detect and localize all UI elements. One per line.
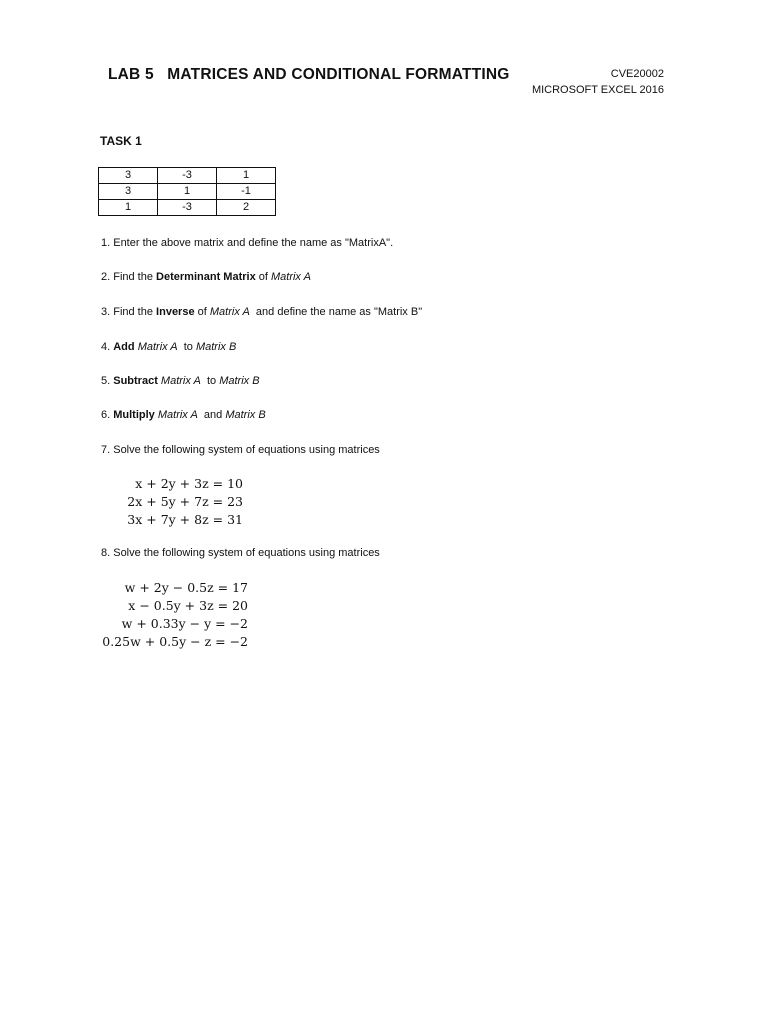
equation-line: 2x + 5y + 7z = 23: [127, 494, 243, 509]
instruction-3: 3. Find the Inverse of Matrix A and define the name as "Matrix B": [101, 306, 423, 318]
matrix-row: [99, 184, 276, 200]
instruction-8: 8. Solve the following system of equations using matrices: [101, 547, 380, 559]
course-code: CVE20002: [610, 68, 664, 80]
matrix-row: [99, 168, 276, 184]
instruction-7: 7. Solve the following system of equations using matrices: [101, 444, 380, 456]
equation-system-8: [102, 579, 248, 651]
matrix-row: [99, 200, 276, 216]
instruction-6: 6. Multiply Matrix A and Matrix B: [101, 409, 266, 421]
equation-line: w + 2y − 0.5z = 17: [124, 580, 248, 595]
matrix-cell: -1: [217, 184, 276, 200]
instruction-5: 5. Subtract Matrix A to Matrix B: [101, 375, 260, 387]
matrix-cell: 1: [217, 168, 276, 184]
document-title: LAB 5 MATRICES AND CONDITIONAL FORMATTING: [108, 66, 510, 83]
equation-line: 3x + 7y + 8z = 31: [127, 512, 243, 527]
course-info: [532, 66, 664, 98]
software-name: MICROSOFT EXCEL 2016: [531, 84, 664, 96]
equation-line: 0.25w + 0.5y − z = −2: [102, 634, 248, 649]
matrix-cell: -3: [158, 200, 217, 216]
equation-line: w + 0.33y − y = −2: [121, 616, 248, 631]
instruction-4: 4. Add Matrix A to Matrix B: [101, 341, 237, 353]
equation-system-7: [127, 475, 243, 529]
matrix-cell: 3: [99, 168, 158, 184]
matrix-cell: 1: [158, 184, 217, 200]
instruction-1: 1. Enter the above matrix and define the name as "MatrixA".: [101, 237, 394, 249]
matrix-a-table: [98, 167, 276, 216]
matrix-cell: 3: [99, 184, 158, 200]
task-heading: TASK 1: [100, 134, 142, 148]
matrix-cell: -3: [158, 168, 217, 184]
matrix-cell: 1: [99, 200, 158, 216]
instruction-2: 2. Find the Determinant Matrix of Matrix A: [101, 271, 311, 283]
matrix-cell: 2: [217, 200, 276, 216]
equation-line: x − 0.5y + 3z = 20: [128, 598, 248, 613]
equation-line: x + 2y + 3z = 10: [135, 476, 243, 491]
